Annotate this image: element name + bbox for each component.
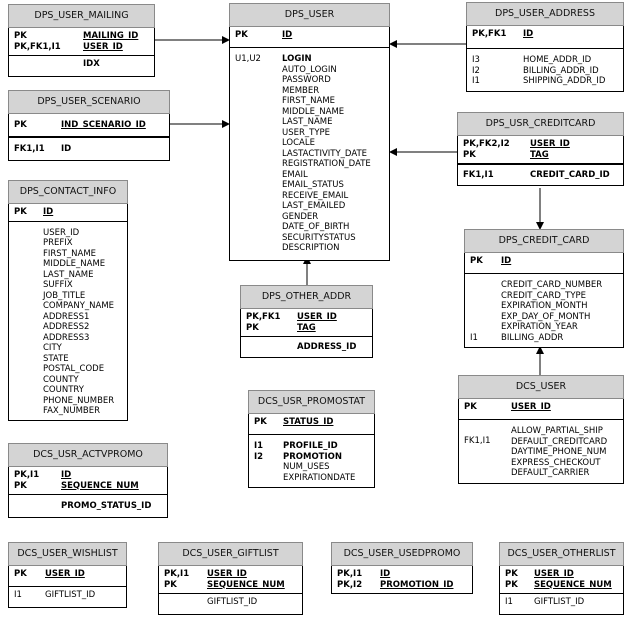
field-name: IND_SCENARIO_ID [61,119,146,130]
field-name: TAG [297,322,316,333]
field-name: LAST_NAME [43,269,94,280]
field-list [39,228,127,417]
field-list [282,65,389,254]
table-dcs-user[interactable] [458,375,624,484]
field-name: EXPRESS_CHECKOUT [511,457,601,468]
field-name: EXPIRATION_MONTH [501,301,588,311]
field-name: CITY [43,343,62,353]
field-name: ID [523,29,534,39]
field-name: EXP_DAY_OF_MONTH [501,311,591,322]
key-label: PK,I1 PK [14,470,40,491]
key-label: FK1,I1 [14,143,45,154]
field-name: PHONE_NUMBER [43,395,115,406]
field-name: LASTACTIVITY_DATE [282,148,368,159]
field-name: FIRST_NAME [43,248,97,259]
field-name: SUFFIX [43,280,73,290]
field-name: DATE_OF_BIRTH [282,222,350,232]
key-label: I1 I2 [254,441,264,462]
key-label: FK1,I1 [464,436,491,446]
field-name: MEMBER [282,85,320,96]
key-label: PK PK [505,569,518,590]
field-name: USER_ID [297,312,337,322]
field-name: DEFAULT_CREDITCARD [511,436,608,447]
table-dcs-usr-promostat[interactable] [248,390,375,488]
table-dps-user[interactable] [229,3,390,261]
table-title: DCS_USER_OTHERLIST [499,542,624,566]
table-title: DPS_USER_MAILING [8,4,155,28]
field-name: ADDRESS1 [43,311,90,322]
field-list [519,55,623,87]
field-name: PROFILE_ID [283,441,338,451]
table-title: DPS_USER_ADDRESS [466,2,624,26]
field-name: FAX_NUMBER [43,406,101,416]
field-name: USER_ID [534,569,574,579]
field-name: POSTAL_CODE [43,364,105,374]
table-title: DPS_USR_CREDITCARD [457,112,624,136]
table-dcs-user-wishlist[interactable] [8,542,127,608]
field-name: JOB_TITLE [43,290,86,301]
table-dcs-usr-actvpromo[interactable] [8,443,168,518]
field-name: DAYTIME_PHONE_NUM [511,447,607,457]
key-label: PK [14,569,27,579]
field-name: ID [282,30,293,40]
key-label: PK,I1 PK,I2 [337,569,363,590]
field-name: GIFTLIST_ID [207,597,258,607]
field-name: HOME_ADDR_ID [523,55,592,65]
table-title: DCS_USER_GIFTLIST [158,542,303,566]
field-name: CREDIT_CARD_TYPE [501,290,587,301]
field-name: STATE [43,353,69,364]
field-name: PASSWORD [282,75,331,85]
field-name: USER_ID [83,41,123,52]
field-name: AUTO_LOGIN [282,64,337,75]
table-dcs-user-giftlist[interactable] [158,542,303,615]
field-name: USER_ID [43,227,80,238]
field-name: FIRST_NAME [282,96,336,106]
field-name: USER_TYPE [282,127,331,138]
key-label: I1 [505,597,513,607]
key-label: PK,FK1 PK [246,312,281,333]
table-title: DCS_USER_USEDPROMO [331,542,473,566]
key-label: PK [254,417,267,427]
field-name: PROMOTION [283,451,342,462]
field-name: PROMOTION_ID [380,579,454,590]
table-dps-user-address[interactable] [466,2,624,92]
key-label: PK,I1 PK [164,569,190,590]
key-label: PK [470,256,483,266]
field-name: CREDIT_CARD_NUMBER [501,280,603,290]
key-label: FK1,I1 [463,169,494,180]
field-name: ADDRESS3 [43,332,90,343]
field-name: ID [61,143,72,154]
table-dps-credit-card[interactable] [464,229,624,348]
field-name: RECEIVE_EMAIL [282,190,349,201]
field-name: LAST_EMAILED [282,201,346,211]
key-label: I1 [470,332,478,343]
field-name: SEQUENCE_NUM [61,480,139,491]
field-list [497,280,623,343]
field-name: ID [501,256,512,266]
field-name: CREDIT_CARD_ID [530,169,610,180]
table-dps-user-mailing[interactable] [8,4,155,77]
table-dcs-user-otherlist[interactable] [499,542,624,615]
field-name: SEQUENCE_NUM [534,579,612,590]
key-label: PK PK,FK1,I1 [14,31,61,52]
field-name: USER_ID [511,402,551,412]
table-title: DPS_CREDIT_CARD [464,229,624,253]
field-name: ID [43,207,54,217]
field-name: ADDRESS2 [43,322,90,332]
field-name: LAST_NAME [282,117,333,127]
key-label: PK [464,402,477,412]
field-name: STATUS_ID [283,417,334,427]
field-name: ID [61,470,72,480]
table-title: DPS_OTHER_ADDR [240,285,373,309]
field-name: BILLING_ADDR [501,332,564,343]
key-label: I1 [14,590,22,600]
field-name: MAILING_ID [83,31,139,41]
table-dps-other-addr[interactable] [240,285,373,358]
field-name: ID [380,569,391,579]
field-name: EXPIRATIONDATE [283,472,356,483]
field-name: REGISTRATION_DATE [282,159,371,169]
field-name: EMAIL_STATUS [282,180,344,190]
table-title: DPS_CONTACT_INFO [8,180,128,204]
key-label: PK,FK1 [472,29,507,39]
table-title: DPS_USER_SCENARIO [8,90,170,114]
table-title: DPS_USER [229,3,390,27]
key-label: PK [235,30,248,40]
field-name: USER_ID [207,569,247,579]
field-name: SHIPPING_ADDR_ID [523,76,606,86]
field-name: IDX [83,59,100,69]
table-dps-contact-info[interactable] [8,180,128,421]
field-name: GIFTLIST_ID [534,597,585,607]
field-name: NUM_USES [283,462,330,472]
field-name: GENDER [282,211,319,222]
key-label: PK [14,119,27,130]
field-name: USER_ID [45,569,85,579]
field-name: ALLOW_PARTIAL_SHIP [511,426,603,436]
field-name: PREFIX [43,238,73,248]
field-name: MIDDLE_NAME [282,106,345,117]
field-name: EMAIL [282,169,308,180]
field-name: GIFTLIST_ID [45,590,96,600]
table-dcs-user-usedpromo[interactable] [331,542,473,594]
key-label: PK,FK2,I2 PK [463,139,510,160]
field-name: LOCALE [282,138,315,148]
field-name: DESCRIPTION [282,243,340,253]
table-title: DCS_USR_ACTVPROMO [8,443,168,467]
table-dps-user-scenario[interactable] [8,90,170,161]
field-name: EXPIRATION_YEAR [501,322,578,332]
key-label: U1,U2 [235,54,261,64]
field-name: ADDRESS_ID [297,341,357,352]
field-name: MIDDLE_NAME [43,259,106,269]
field-name: USER_ID [530,139,570,149]
field-name: COUNTY [43,374,79,385]
field-name: COUNTRY [43,385,84,395]
field-name: DEFAULT_CARRIER [511,468,590,478]
key-label: PK [14,207,27,217]
field-list [507,426,623,479]
field-name: BILLING_ADDR_ID [523,65,599,76]
table-title: DCS_USER [458,375,624,399]
field-name: SECURITYSTATUS [282,232,356,243]
field-name: TAG [530,149,549,160]
key-label: I3 I2 I1 [472,55,480,86]
field-name: SEQUENCE_NUM [207,579,285,590]
table-dps-usr-creditcard[interactable] [457,112,624,186]
field-name: PROMO_STATUS_ID [61,500,152,511]
table-title: DCS_USR_PROMOSTAT [248,390,375,414]
field-name: COMPANY_NAME [43,301,115,311]
field-name: LOGIN [282,54,312,64]
table-title: DCS_USER_WISHLIST [8,542,127,566]
